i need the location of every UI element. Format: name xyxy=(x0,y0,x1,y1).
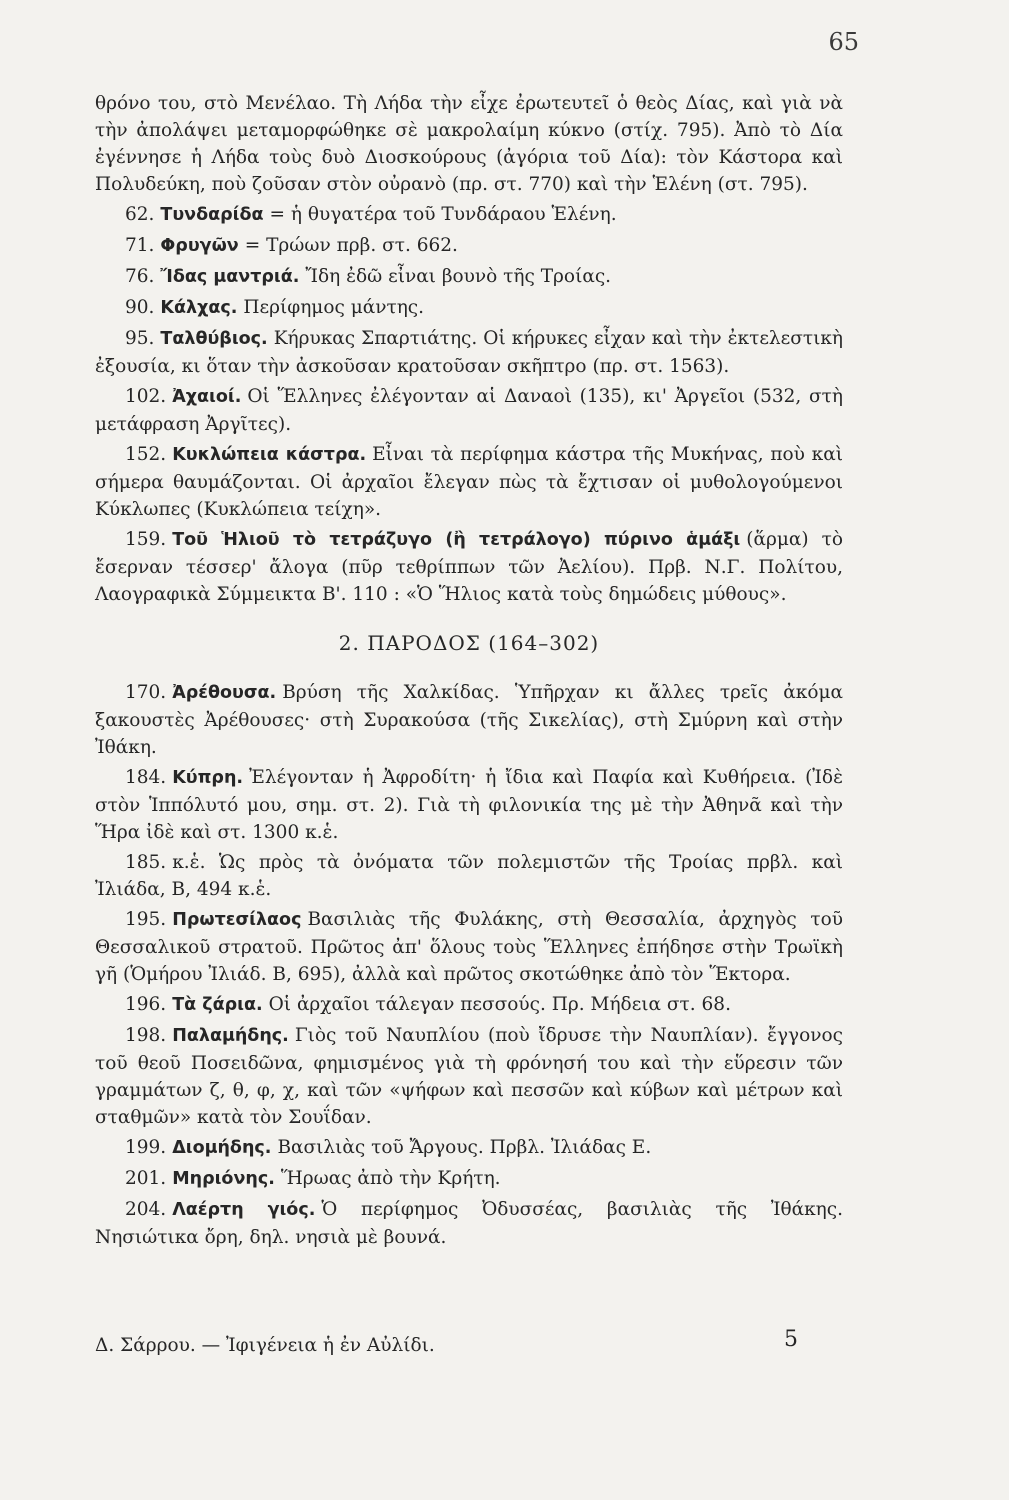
note-number: 90. xyxy=(125,297,155,318)
note-entry xyxy=(95,1165,843,1193)
note-number: 170. xyxy=(125,682,167,703)
note-number: 196. xyxy=(125,994,167,1015)
note-text: Ὁ περίφημος Ὀδυσσέας, βασιλιὰς τῆς Ἰθάκης. Νησιώτικα ὄρη, δηλ. νησιὰ μὲ βουνά. xyxy=(95,1199,843,1248)
note-text: Ἴδη ἐδῶ εἶναι βουνὸ τῆς Τροίας. xyxy=(305,266,612,287)
note-text: Ἐλέγονταν ἡ Ἀφροδίτη· ἡ ἴδια καὶ Παφία καὶ Κυθήρεια. (Ἰδὲ στὸν Ἱππόλυτό μου, σημ. στ. 2). Γιὰ τὴ φιλονικία της μὲ τὴν Ἀθηνᾶ καὶ τὴν Ἥρα ἰδὲ καὶ στ. 1300 κ.ἑ. xyxy=(95,767,843,843)
note-entry xyxy=(95,232,843,260)
note-number: 76. xyxy=(125,266,155,287)
section-title: 2. ΠΑΡΟΔΟΣ (164–302) xyxy=(338,631,600,655)
note-heading: Τοῦ Ἡλιοῦ τὸ τετράζυγο (ἢ τετράλογο) πύρινο ἁμάξι xyxy=(172,530,741,550)
note-text: = Τρώων πρβ. στ. 662. xyxy=(244,235,458,256)
note-entry xyxy=(95,991,843,1019)
intro-line: νὰ τὴν ἀπολάψει μεταμορφώθηκε σὲ μακρολαίμη κύκνο (στίχ. 795). Ἀπὸ xyxy=(95,93,843,141)
note-number: 199. xyxy=(125,1137,167,1158)
note-text: Περίφημος μάντης. xyxy=(243,297,425,318)
note-heading: Τὰ ζάρια. xyxy=(172,995,263,1015)
footer-signature: Δ. Σάρρου. — Ἰφιγένεια ἡ ἐν Αὐλίδι. xyxy=(95,1335,435,1356)
note-number: 159. xyxy=(125,529,167,550)
note-heading: Κύπρη. xyxy=(172,768,244,788)
note-entry xyxy=(95,679,843,761)
note-number: 201. xyxy=(125,1168,167,1189)
note-text: Γιὸς τοῦ Ναυπλίου (ποὺ ἴδρυσε τὴν Ναυπλίαν). ἔγγονος τοῦ θεοῦ Ποσειδῶνα, φημισμένος γιὰ τὴ φρόνησή του καὶ τὴν εὕρεσιν τῶν γραμμάτων ζ, θ, φ, χ, καὶ τῶν «ψήφων καὶ πεσσῶν καὶ κύβων καὶ μέτρων καὶ σταθμῶν» κατὰ τὸν Σουΐδαν. xyxy=(95,1025,843,1128)
note-entry xyxy=(95,764,843,846)
note-heading: Διομήδης. xyxy=(172,1138,272,1158)
note-number: 95. xyxy=(125,328,155,349)
note-entry xyxy=(95,383,843,438)
intro-line: τὸν Κάστορα καὶ Πολυδεύκη, ποὺ ζοῦσαν στὸν οὐρανὸ (πρ. στ. 770) καὶ xyxy=(95,147,843,195)
note-text: Οἱ ἀρχαῖοι τάλεγαν πεσσούς. Πρ. Μήδεια στ. 68. xyxy=(268,994,731,1015)
note-number: 195. xyxy=(125,909,167,930)
page-footer xyxy=(95,1327,843,1356)
intro-line: τὸ Δία ἐγέννησε ἡ Λήδα τοὺς δυὸ Διοσκούρους (ἀγόρια τοῦ Δία): xyxy=(95,120,843,168)
note-heading: Πρωτεσίλαος xyxy=(172,910,302,930)
note-number: 62. xyxy=(125,204,155,225)
note-number: 102. xyxy=(125,386,167,407)
note-text: = ἡ θυγατέρα τοῦ Τυνδάραου Ἑλένη. xyxy=(269,204,617,225)
note-text: Οἱ Ἕλληνες ἐλέγονταν αἱ Δαναοὶ (135), κι' Ἀργεῖοι (532, στὴ μετάφραση Ἀργῖτες). xyxy=(95,386,843,435)
note-heading: Ταλθύβιος. xyxy=(160,329,268,349)
note-text: Βρύση τῆς Χαλκίδας. Ὑπῆρχαν κι ἄλλες τρεῖς ἀκόμα ξακουστὲς Ἀρέθουσες· στὴ Συρακούσα (τῆς Σικελίας), στὴ Σμύρνη καὶ στὴν Ἰθάκη. xyxy=(95,682,843,758)
note-heading: Μηριόνης. xyxy=(172,1169,275,1189)
note-entry xyxy=(95,263,843,291)
note-entry xyxy=(95,526,843,608)
note-number: 185. xyxy=(125,852,167,873)
note-heading: Τυνδαρίδα xyxy=(160,205,264,225)
note-number: 204. xyxy=(125,1199,167,1220)
note-heading: Ἀχαιοί. xyxy=(172,387,242,407)
note-heading: Κυκλώπεια κάστρα. xyxy=(172,445,367,465)
note-text: Εἶναι τὰ περίφημα κάστρα τῆς Μυκήνας, ποὺ καὶ σήμερα θαυμάζονται. Οἱ ἀρχαῖοι ἔλεγαν πὼς τὰ ἔχτισαν οἱ μυθολογούμενοι Κύκλωπες (Κυκλώπεια τείχη». xyxy=(95,444,843,520)
note-text: Βασιλιὰς τῆς Φυλάκης, στὴ Θεσσαλία, ἀρχηγὸς τοῦ Θεσσαλικοῦ στρατοῦ. Πρῶτος ἀπ' ὅλους τοὺς Ἕλληνες ἐπήδησε στὴν Τρωϊκὴ γῆ (Ὁμήρου Ἰλιάδ. Β, 695), ἀλλὰ καὶ πρῶτος σκοτώθηκε ἀπὸ τὸν Ἕκτορα. xyxy=(95,909,843,985)
note-entry xyxy=(95,1022,843,1131)
note-number: 152. xyxy=(125,444,167,465)
intro-line: τὴν Ἑλένη (στ. 795). xyxy=(614,174,808,195)
page-number: 65 xyxy=(828,28,859,56)
note-text: Κήρυκας Σπαρτιάτης. Οἱ κήρυκες εἶχαν καὶ τὴν ἐκτελεστικὴ ἐξουσία, κι ὅταν τὴν ἀσκοῦσαν κρατοῦσαν σκῆπτρο (πρ. στ. 1563). xyxy=(95,328,843,377)
intro-paragraph xyxy=(95,90,843,198)
note-number: 198. xyxy=(125,1025,167,1046)
note-heading: Κάλχας. xyxy=(160,298,238,318)
note-heading: Λαέρτη γιός. xyxy=(172,1200,316,1220)
note-text: (ἅρμα) τὸ ἔσερναν τέσσερ' ἄλογα (πῦρ τεθρίππων τῶν Ἀελίου). Πρβ. Ν.Γ. Πολίτου, Λαογραφικὰ Σύμμεικτα Β'. 110 : «Ὁ Ἥλιος κατὰ τοὺς δημώδεις μύθους». xyxy=(95,529,844,605)
note-heading: Παλαμήδης. xyxy=(172,1026,289,1046)
note-text: Ἥρωας ἀπὸ τὴν Κρήτη. xyxy=(280,1168,501,1189)
note-entry xyxy=(95,1196,843,1251)
note-entry xyxy=(95,201,843,229)
signature-mark: 5 xyxy=(784,1327,798,1352)
note-text: κ.ἑ. Ὡς πρὸς τὰ ὀνόματα τῶν πολεμιστῶν τῆς Τροίας πρβλ. καὶ Ἰλιάδα, Β, 494 κ.ἑ. xyxy=(95,852,843,900)
intro-line: θρόνο του, στὸ Μενέλαο. Τὴ Λήδα τὴν εἶχε ἐρωτευτεῖ ὁ θεὸς Δίας, καὶ γιὰ xyxy=(95,93,820,114)
note-entry xyxy=(95,294,843,322)
note-entry xyxy=(95,1134,843,1162)
note-heading: Ἴδας μαντριά. xyxy=(160,267,300,287)
note-number: 184. xyxy=(125,767,167,788)
note-entry xyxy=(95,906,843,988)
note-text: Βασιλιὰς τοῦ Ἄργους. Πρβλ. Ἰλιάδας Ε. xyxy=(277,1137,652,1158)
page-body xyxy=(95,90,843,1254)
note-entry xyxy=(95,849,843,903)
note-heading: Φρυγῶν xyxy=(160,236,239,256)
note-entry xyxy=(95,441,843,523)
note-number: 71. xyxy=(125,235,155,256)
note-heading: Ἀρέθουσα. xyxy=(172,683,277,703)
note-entry xyxy=(95,325,843,380)
